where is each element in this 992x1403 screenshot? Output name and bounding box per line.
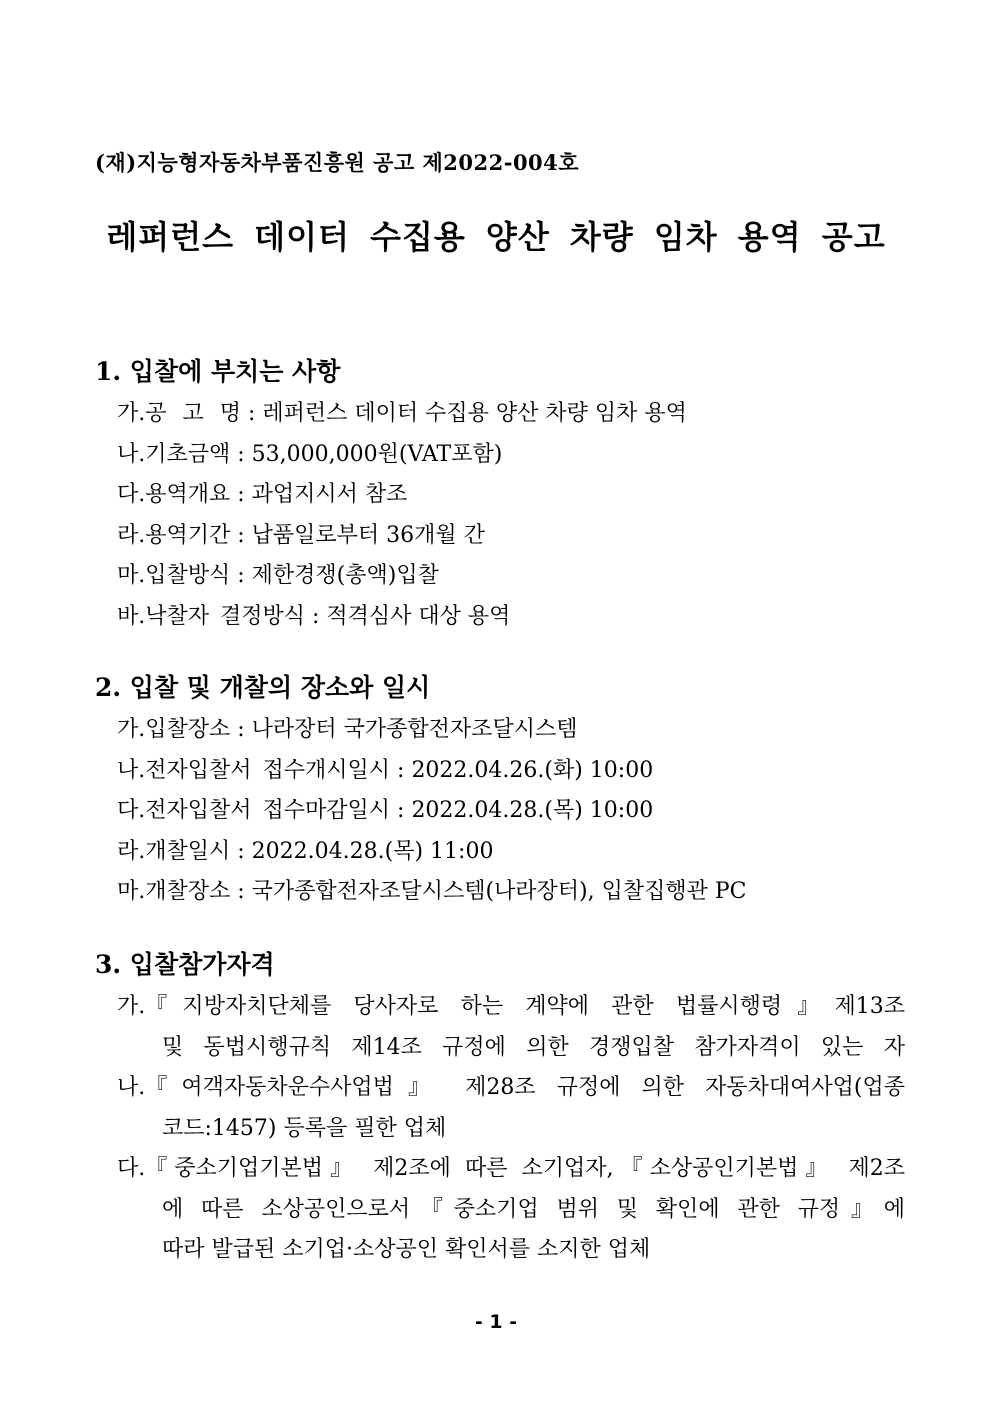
item-text-line: 따라 발급된 소기업·소상공인 확인서를 소지한 업체	[162, 1237, 651, 1262]
section-heading: 1. 입찰에 부치는 사항	[95, 357, 341, 386]
item-separator: :	[230, 441, 252, 467]
list-item	[95, 435, 905, 476]
item-separator: :	[230, 482, 252, 507]
item-value: 제한경쟁(총액)입찰	[251, 563, 439, 588]
item-separator: :	[241, 401, 263, 426]
page-number: - 1 -	[474, 1311, 518, 1333]
item-text-line: 『중소기업기본법』 제2조에 따른 소기업자,『소상공인기본법』 제2조	[145, 1156, 905, 1181]
document-title: 레퍼런스 데이터 수집용 양산 차량 임차 용역 공고	[106, 218, 886, 256]
item-label: 낙찰자 결정방식	[145, 603, 306, 629]
item-marker: 가.	[117, 994, 146, 1019]
item-label: 기초금액	[145, 441, 231, 467]
item-separator: :	[230, 717, 252, 742]
list-item	[95, 872, 905, 913]
section-bid-qualification	[95, 943, 905, 1271]
item-list	[95, 987, 905, 1271]
item-label: 전자입찰서 접수개시일시	[145, 757, 391, 783]
list-item	[95, 556, 905, 597]
item-separator: :	[230, 838, 252, 864]
item-value: 2022.04.28.(목) 11:00	[251, 838, 494, 864]
item-value: 2022.04.26.(화) 10:00	[411, 757, 654, 783]
item-value: 적격심사 대상 용역	[326, 603, 511, 629]
item-marker: 마.	[117, 563, 146, 588]
section-bid-subject	[95, 350, 905, 637]
item-marker: 나.	[117, 1075, 146, 1100]
item-text-line: 에 따른 소상공인으로서『중소기업 범위 및 확인에 관한 규정』에	[162, 1196, 905, 1222]
item-body	[145, 987, 905, 1028]
item-separator: :	[230, 563, 252, 588]
item-marker: 바.	[117, 603, 146, 629]
item-label: 입찰방식	[145, 563, 231, 588]
item-text-line: 및 동법시행규칙 제14조 규정에 의한 경쟁입찰 참가자격이 있는 자	[162, 1034, 905, 1060]
item-marker: 라.	[117, 838, 146, 864]
list-item	[95, 1068, 905, 1109]
list-item	[95, 832, 905, 873]
section-bid-place-and-time	[95, 666, 905, 913]
item-list	[95, 394, 905, 637]
list-item-continuation	[95, 1109, 905, 1150]
item-separator: :	[230, 879, 252, 904]
item-marker: 나.	[117, 441, 146, 467]
item-text-line: 코드:1457) 등록을 필한 업체	[162, 1115, 447, 1141]
item-list	[95, 710, 905, 913]
list-item	[95, 751, 905, 792]
item-value: 국가종합전자조달시스템(나라장터), 입찰집행관 PC	[251, 879, 747, 904]
item-label: 개찰일시	[145, 838, 231, 864]
list-item-continuation	[95, 1230, 905, 1271]
list-item	[95, 791, 905, 832]
item-label: 용역기간	[145, 522, 231, 548]
list-item	[95, 394, 905, 435]
item-marker: 다.	[117, 1156, 146, 1181]
list-item	[95, 710, 905, 751]
item-label: 개찰장소	[145, 879, 231, 904]
item-label: 입찰장소	[145, 717, 231, 742]
item-marker: 다.	[117, 798, 146, 823]
item-marker: 다.	[117, 482, 146, 507]
item-marker: 나.	[117, 757, 146, 783]
list-item-continuation	[95, 1190, 905, 1231]
item-marker: 마.	[117, 879, 146, 904]
item-marker: 라.	[117, 522, 146, 548]
item-text-line: 『지방자치단체를 당사자로 하는 계약에 관한 법률시행령』제13조	[145, 994, 905, 1019]
item-value: 레퍼런스 데이터 수집용 양산 차량 임차 용역	[262, 401, 687, 426]
item-separator: :	[390, 757, 412, 783]
notice-number: (재)지능형자동차부품진흥원 공고 제2022-004호	[95, 150, 580, 175]
section-heading: 3. 입찰참가자격	[95, 950, 275, 979]
item-text-line: 『여객자동차운수사업법』 제28조 규정에 의한 자동차대여사업(업종	[145, 1075, 905, 1100]
item-value: 나라장터 국가종합전자조달시스템	[251, 717, 578, 742]
list-item	[95, 516, 905, 557]
item-value: 과업지시서 참조	[251, 482, 408, 507]
item-marker: 가.	[117, 717, 146, 742]
section-heading: 2. 입찰 및 개찰의 장소와 일시	[95, 673, 431, 702]
item-label: 용역개요	[145, 482, 231, 507]
item-separator: :	[230, 522, 252, 548]
item-label: 공 고 명	[145, 401, 241, 426]
list-item-continuation	[95, 1028, 905, 1069]
list-item	[95, 1149, 905, 1190]
item-value: 2022.04.28.(목) 10:00	[411, 798, 654, 823]
list-item	[95, 475, 905, 516]
item-marker: 가.	[117, 401, 146, 426]
list-item	[95, 987, 905, 1028]
item-separator: :	[390, 798, 412, 823]
list-item	[95, 597, 905, 638]
item-separator: :	[305, 603, 327, 629]
item-label: 전자입찰서 접수마감일시	[145, 798, 391, 823]
item-value: 53,000,000원(VAT포함)	[251, 441, 503, 467]
item-value: 납품일로부터 36개월 간	[251, 522, 485, 548]
